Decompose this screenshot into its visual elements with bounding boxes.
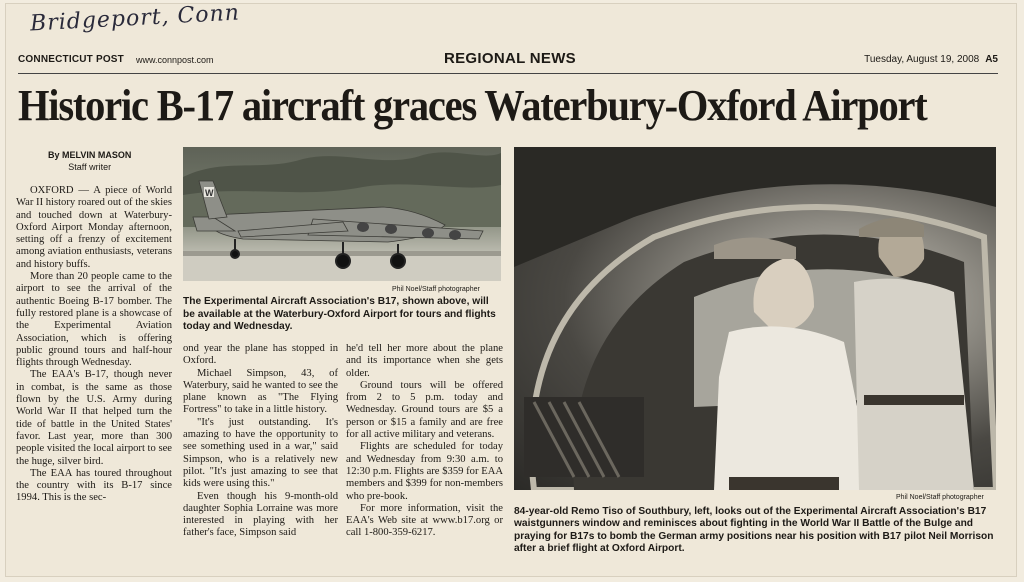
photo1-caption: The Experimental Aircraft Association's B17, shown above, will be available at the Waterbury-Oxford Airport for tours and flights today and Wednesday. bbox=[183, 296, 496, 333]
byline bbox=[48, 149, 131, 173]
masthead bbox=[18, 52, 998, 72]
paper-name: CONNECTICUT POST bbox=[18, 54, 124, 65]
b17-aircraft-illustration bbox=[183, 147, 501, 281]
paragraph: Michael Simpson, 43, of Waterbury, said he wanted to see the plane known as "The Flying Fortress" to take in a little history. bbox=[183, 367, 338, 416]
svg-text:W: W bbox=[205, 188, 214, 198]
paragraph: Flights are scheduled for today and Wednesday from 9:30 a.m. to 12:30 p.m. Flights are $359 for EAA members and $399 for non-members who pre-book. bbox=[346, 441, 503, 502]
veterans-photo bbox=[514, 147, 996, 490]
b17-photo bbox=[183, 147, 501, 281]
photo2-caption: 84-year-old Remo Tiso of Southbury, left, looks out of the Experimental Aircraft Association's B17 waistgunners window and reminisces about fighting in the World War II Battle of the Bulge and praying for B17s to bomb the German army positions near his position with B17 pilot Neil Morrison after a brief flight at Oxford Airport. bbox=[514, 506, 994, 555]
paragraph: he'd tell her more about the plane and its importance when she gets older. bbox=[346, 343, 503, 379]
section-title: REGIONAL NEWS bbox=[444, 50, 576, 67]
masthead-rule bbox=[18, 73, 998, 74]
paragraph: OXFORD — A piece of World War II history roared out of the skies and touched down at Waterbury-Oxford Airport Monday afternoon, setting off a frenzy of excitement among aviation enthusiasts, veterans and history buffs. bbox=[16, 185, 172, 270]
paragraph: The EAA's B-17, though never in combat, is the same as those flown by the U.S. Army during World War II that helped turn the tide of battle in the United States' favor. Last year, more than 300 people visited the local airport to see the huge, silver bird. bbox=[16, 369, 172, 467]
date: Tuesday, August 19, 2008 bbox=[864, 54, 980, 65]
paragraph: The EAA has toured throughout the country with its B-17 since 1994. This is the sec- bbox=[16, 467, 172, 504]
paragraph: More than 20 people came to the airport to see the arrival of the authentic Boeing B-17 bomber. The fully restored plane is a showcase of the Experimental Aviation Association, which is offering public ground tours and half-hour flights through Wednesday. bbox=[16, 271, 172, 369]
headline: Historic B-17 aircraft graces Waterbury-Oxford Airport bbox=[18, 81, 927, 130]
article-column-1 bbox=[16, 185, 172, 505]
page-number: A5 bbox=[985, 54, 998, 65]
paragraph: "It's just outstanding. It's amazing to have the opportunity to see something used in a war," said Simpson, who is a relatively new pilot. "It's just amazing to see that kids were using this." bbox=[183, 416, 338, 490]
dateline bbox=[864, 54, 998, 65]
byline-role: Staff writer bbox=[68, 162, 112, 172]
article-column-2 bbox=[183, 343, 338, 540]
handwritten-note: Bridgeport, Conn bbox=[29, 0, 241, 37]
paragraph: For more information, visit the EAA's Web site at www.b17.org or call 1-800-359-6217. bbox=[346, 502, 503, 539]
photo2-credit: Phil Noel/Staff photographer bbox=[896, 494, 984, 501]
fuselage-scene-illustration bbox=[514, 147, 996, 490]
paragraph: Even though his 9-month-old daughter Sophia Lorraine was more interested in playing with her father's face, Simpson said bbox=[183, 490, 338, 539]
paper-url: www.connpost.com bbox=[136, 55, 214, 65]
paragraph: ond year the plane has stopped in Oxford. bbox=[183, 343, 338, 367]
article-column-3 bbox=[346, 343, 503, 540]
byline-name: By MELVIN MASON bbox=[48, 150, 132, 160]
paragraph: Ground tours will be offered from 2 to 5 p.m. today and Wednesday. Ground tours are $5 a person or $15 a family and are free for all active military and veterans. bbox=[346, 379, 503, 441]
photo1-credit: Phil Noel/Staff photographer bbox=[392, 286, 480, 293]
